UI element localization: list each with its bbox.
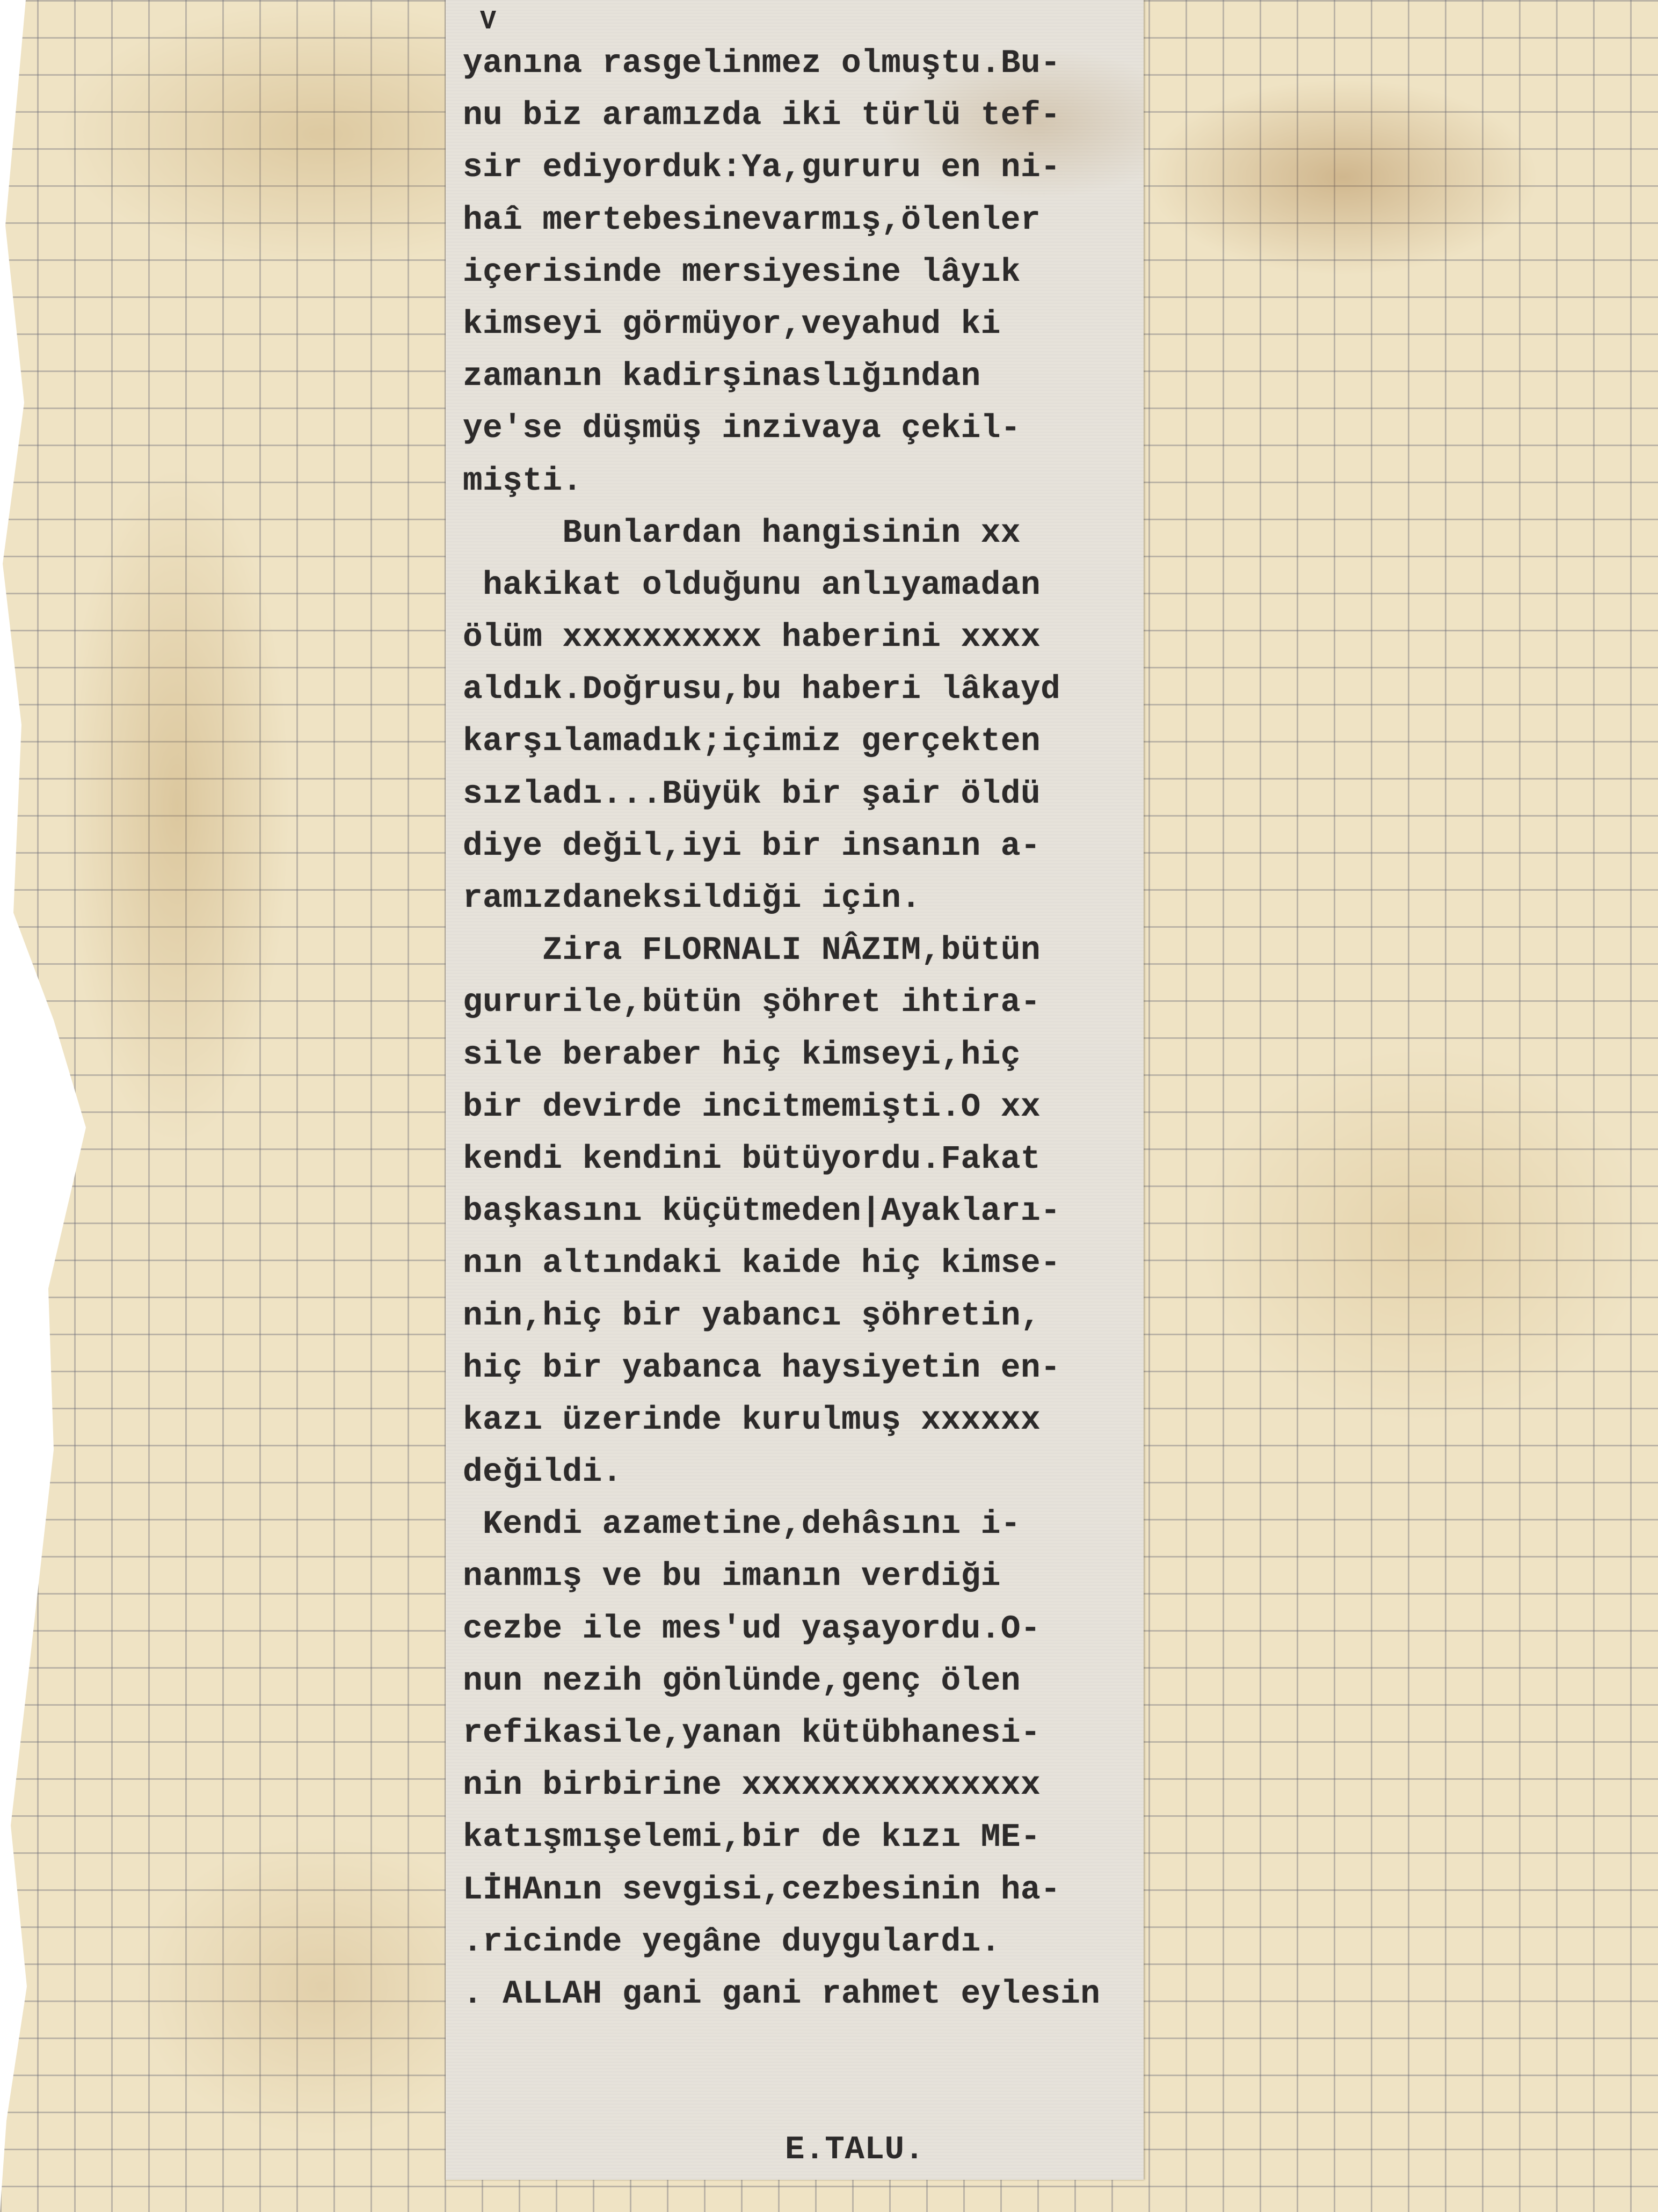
typed-line: Zira FLORNALI NÂZIM,bütün <box>463 932 1041 970</box>
typed-line: zamanın kadirşinaslığından <box>463 358 981 396</box>
typed-line: ölüm xxxxxxxxxx haberini xxxx <box>463 619 1041 657</box>
typed-line: kendi kendini bütüyordu.Fakat <box>463 1140 1041 1178</box>
typed-line: LİHAnın sevgisi,cezbesinin ha- <box>463 1871 1061 1909</box>
typed-text-block <box>463 38 1139 2020</box>
typed-line: mişti. <box>463 462 583 500</box>
typed-line: içerisinde mersiyesine lâyık <box>463 253 1021 291</box>
typed-line: yanına rasgelinmez olmuştu.Bu- <box>463 45 1061 82</box>
author-signature: E.TALU. <box>785 2131 925 2169</box>
typed-line: nun nezih gönlünde,genç ölen <box>463 1662 1021 1700</box>
typed-line: gururile,bütün şöhret ihtira- <box>463 984 1041 1022</box>
typed-line: katışmışelemi,bir de kızı ME- <box>463 1819 1041 1857</box>
typed-line: hakikat olduğunu anlıyamadan <box>463 566 1041 604</box>
typed-line: .ricinde yegâne duygulardı. <box>463 1923 1001 1961</box>
typed-line: diye değil,iyi bir insanın a- <box>463 827 1041 865</box>
typed-line: sir ediyorduk:Ya,gururu en ni- <box>463 149 1061 187</box>
typed-line: başkasını küçütmeden|Ayakları- <box>463 1193 1061 1231</box>
typed-line: kimseyi görmüyor,veyahud ki <box>463 305 1001 343</box>
typed-line: nu biz aramızda iki türlü tef- <box>463 97 1061 135</box>
typed-line: karşılamadık;içimiz gerçekten <box>463 723 1041 761</box>
typed-line: Bunlardan hangisinin xx <box>463 514 1021 552</box>
typed-line: değildi. <box>463 1454 622 1491</box>
typed-line: refikasile,yanan kütübhanesi- <box>463 1715 1041 1752</box>
typed-line: cezbe ile mes'ud yaşayordu.O- <box>463 1610 1041 1648</box>
typed-line: . ALLAH gani gani rahmet eylesin <box>463 1975 1101 2013</box>
typed-line: nın altındaki kaide hiç kimse- <box>463 1245 1061 1283</box>
typed-line: ramızdaneksildiği için. <box>463 880 921 917</box>
typed-line: haî mertebesinevarmış,ölenler <box>463 201 1041 239</box>
typed-line: ye'se düşmüş inzivaya çekil- <box>463 410 1021 448</box>
typed-line: Kendi azametine,dehâsını i- <box>463 1506 1021 1544</box>
typed-line: aldık.Doğrusu,bu haberi lâkayd <box>463 671 1061 709</box>
typed-line: nanmış ve bu imanın verdiği <box>463 1558 1001 1596</box>
typed-line: nin,hiç bir yabancı şöhretin, <box>463 1297 1041 1335</box>
typed-line: hiç bir yabanca haysiyetin en- <box>463 1349 1061 1387</box>
typed-line: kazı üzerinde kurulmuş xxxxxx <box>463 1401 1041 1439</box>
typed-line: sile beraber hiç kimseyi,hiç <box>463 1036 1021 1074</box>
page-marker: V <box>480 6 497 37</box>
typed-line: sızladı...Büyük bir şair öldü <box>463 775 1041 813</box>
typed-line: nin birbirine xxxxxxxxxxxxxxx <box>463 1767 1041 1804</box>
typed-line: bir devirde incitmemişti.O xx <box>463 1088 1041 1126</box>
